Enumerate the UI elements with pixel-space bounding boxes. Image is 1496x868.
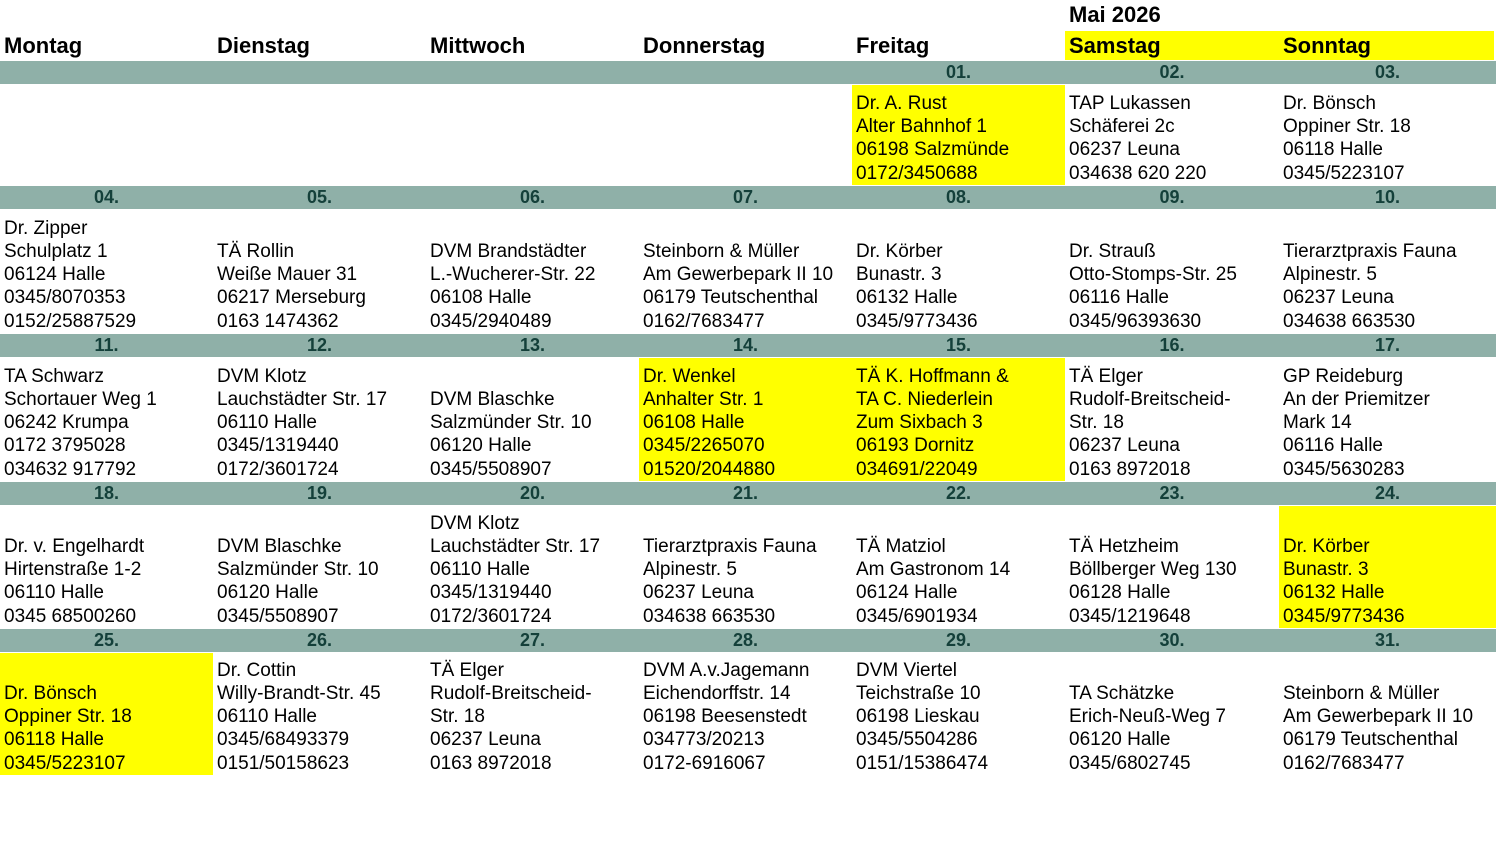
- duty-line: Alpinestr. 5: [1283, 264, 1377, 286]
- duty-line: DVM Klotz: [430, 512, 520, 534]
- duty-line: 0345/5223107: [4, 752, 126, 774]
- duty-line: Dr. Bönsch: [1283, 92, 1376, 114]
- duty-line: 06110 Halle: [217, 706, 318, 728]
- duty-line: Dr. Zipper: [4, 217, 88, 239]
- duty-line: Tierarztpraxis Fauna: [643, 535, 817, 557]
- duty-line: Zum Sixbach 3: [856, 412, 983, 434]
- date-number: 29.: [945, 630, 972, 650]
- duty-line: 0345/2265070: [643, 435, 765, 457]
- duty-line: 0345/5630283: [1283, 458, 1405, 480]
- duty-line: Salzmünder Str. 10: [217, 559, 379, 581]
- duty-line: 0152/25887529: [4, 310, 137, 332]
- date-number: 22.: [945, 483, 972, 503]
- duty-line: 0345/5508907: [217, 605, 339, 627]
- date-number-row: [0, 482, 1496, 505]
- duty-line: Dr. Cottin: [217, 659, 297, 681]
- duty-line: TÄ K. Hoffmann &: [856, 365, 1009, 387]
- duty-cell: [1065, 358, 1279, 481]
- duty-line: 06237 Leuna: [1283, 287, 1394, 309]
- duty-cell: [426, 506, 639, 628]
- duty-line: DVM Klotz: [217, 365, 307, 387]
- duty-cell: [426, 210, 639, 333]
- duty-line: Hirtenstraße 1-2: [4, 559, 142, 581]
- duty-line: DVM Brandstädter: [430, 240, 587, 262]
- duty-line: DVM Viertel: [856, 659, 958, 681]
- duty-line: 06110 Halle: [4, 582, 105, 604]
- duty-cell: [1065, 653, 1279, 775]
- duty-cell: [639, 506, 852, 628]
- duty-line: 06179 Teutschenthal: [643, 287, 819, 309]
- date-number: 27.: [519, 630, 546, 650]
- duty-cell: [852, 210, 1065, 333]
- duty-line: 0345/5504286: [856, 729, 978, 751]
- duty-line: 0345/1319440: [217, 435, 339, 457]
- duty-line: 0163 8972018: [1069, 458, 1191, 480]
- weekday-header: Samstag: [1065, 31, 1279, 60]
- date-number: 02.: [1159, 62, 1185, 82]
- date-number: 19.: [306, 483, 333, 503]
- duty-line: 0345/5508907: [430, 458, 552, 480]
- duty-line: Dr. v. Engelhardt: [4, 535, 145, 557]
- duty-line: 034691/22049: [856, 458, 978, 480]
- duty-line: 034638 620 220: [1069, 162, 1207, 184]
- date-number: 28.: [732, 630, 759, 650]
- duty-line: DVM Blaschke: [217, 535, 342, 557]
- date-number: 10.: [1374, 187, 1401, 207]
- duty-cell: [0, 210, 213, 333]
- duty-line: TA C. Niederlein: [856, 388, 993, 410]
- duty-cell: [639, 358, 852, 481]
- duty-line: Erich-Neuß-Weg 7: [1069, 706, 1226, 728]
- duty-line: 0345/68493379: [217, 729, 350, 751]
- duty-line: Weiße Mauer 31: [217, 264, 358, 286]
- weekday-header: Freitag: [856, 33, 930, 58]
- weekday-header: Sonntag: [1279, 31, 1494, 60]
- duty-line: Lauchstädter Str. 17: [217, 388, 388, 410]
- duty-line: Salzmünder Str. 10: [430, 412, 592, 434]
- duty-line: 06198 Beesenstedt: [643, 706, 807, 728]
- duty-line: 06116 Halle: [1283, 435, 1384, 457]
- duty-line: 06217 Merseburg: [217, 287, 366, 309]
- duty-line: Alter Bahnhof 1: [856, 116, 987, 138]
- duty-line: 0172/3601724: [430, 605, 552, 627]
- duty-line: An der Priemitzer: [1283, 388, 1430, 410]
- duty-line: 06108 Halle: [643, 412, 745, 434]
- duty-line: TÄ Matziol: [856, 535, 946, 557]
- duty-line: DVM A.v.Jagemann: [643, 659, 810, 681]
- duty-line: TÄ Rollin: [217, 240, 295, 262]
- duty-line: Rudolf-Breitscheid-: [430, 682, 592, 704]
- duty-line: 0345/2940489: [430, 310, 552, 332]
- duty-line: 06118 Halle: [4, 729, 105, 751]
- duty-line: 06237 Leuna: [1069, 435, 1180, 457]
- duty-line: 0345 68500260: [4, 605, 137, 627]
- duty-line: 034638 663530: [643, 605, 776, 627]
- weekday-header: Mittwoch: [430, 33, 526, 58]
- duty-line: 0162/7683477: [643, 310, 765, 332]
- duty-line: Am Gastronom 14: [856, 559, 1011, 581]
- duty-line: L.-Wucherer-Str. 22: [430, 264, 596, 286]
- duty-line: Str. 18: [430, 706, 485, 728]
- duty-line: 06237 Leuna: [643, 582, 754, 604]
- weekday-header: Donnerstag: [643, 33, 766, 58]
- duty-line: Dr. Bönsch: [4, 682, 97, 704]
- duty-line: 034773/20213: [643, 729, 765, 751]
- duty-line: Rudolf-Breitscheid-: [1069, 388, 1231, 410]
- duty-cell: [852, 506, 1065, 628]
- duty-cell: [0, 506, 213, 628]
- duty-line: 06237 Leuna: [1069, 139, 1180, 161]
- duty-line: 0163 8972018: [430, 752, 552, 774]
- date-number: 24.: [1374, 483, 1401, 503]
- duty-line: 06242 Krumpa: [4, 412, 129, 434]
- duty-cell: [1279, 85, 1496, 185]
- duty-cell: [426, 358, 639, 481]
- date-number: 14.: [732, 335, 759, 355]
- duty-line: Dr. Körber: [1283, 535, 1370, 557]
- date-number-row: [0, 186, 1496, 209]
- duty-cell: [0, 358, 213, 481]
- duty-line: 06193 Dornitz: [856, 435, 975, 457]
- duty-cell: [1065, 210, 1279, 333]
- duty-line: 06179 Teutschenthal: [1283, 729, 1459, 751]
- duty-line: 0345/9773436: [1283, 605, 1405, 627]
- duty-line: Str. 18: [1069, 412, 1124, 434]
- duty-line: 0172/3601724: [217, 458, 339, 480]
- duty-line: DVM Blaschke: [430, 388, 555, 410]
- duty-line: 0172-6916067: [643, 752, 766, 774]
- duty-line: TA Schätzke: [1069, 682, 1175, 704]
- date-number: 21.: [732, 483, 759, 503]
- date-number: 09.: [1159, 187, 1185, 207]
- duty-line: TÄ Hetzheim: [1069, 535, 1179, 557]
- date-number: 13.: [519, 335, 546, 355]
- date-number: 30.: [1159, 630, 1185, 650]
- duty-line: 06132 Halle: [1283, 582, 1385, 604]
- duty-cell: [852, 85, 1065, 185]
- duty-line: 0151/15386474: [856, 752, 989, 774]
- duty-line: Teichstraße 10: [856, 682, 981, 704]
- duty-line: Tierarztpraxis Fauna: [1283, 240, 1457, 262]
- duty-line: Dr. Körber: [856, 240, 943, 262]
- month-title: Mai 2026: [1069, 2, 1161, 27]
- duty-line: 0151/50158623: [217, 752, 350, 774]
- duty-line: 06132 Halle: [856, 287, 958, 309]
- duty-line: Dr. Wenkel: [643, 365, 736, 387]
- date-number: 08.: [945, 187, 972, 207]
- duty-cell: [213, 358, 426, 481]
- duty-line: TA Schwarz: [4, 365, 104, 387]
- duty-cell: [213, 210, 426, 333]
- duty-line: 06237 Leuna: [430, 729, 541, 751]
- duty-line: 06198 Salzmünde: [856, 139, 1010, 161]
- duty-line: 06118 Halle: [1283, 139, 1384, 161]
- duty-line: 06108 Halle: [430, 287, 532, 309]
- duty-line: Eichendorffstr. 14: [643, 682, 791, 704]
- date-number: 12.: [306, 335, 333, 355]
- duty-line: 034632 917792: [4, 458, 137, 480]
- duty-line: Willy-Brandt-Str. 45: [217, 682, 381, 704]
- duty-line: 06120 Halle: [430, 435, 532, 457]
- duty-line: Anhalter Str. 1: [643, 388, 764, 410]
- duty-line: 0345/9773436: [856, 310, 978, 332]
- duty-line: 0162/7683477: [1283, 752, 1405, 774]
- date-number: 26.: [306, 630, 333, 650]
- duty-line: Steinborn & Müller: [643, 240, 800, 262]
- date-number: 06.: [519, 187, 546, 207]
- duty-cell: [426, 653, 639, 775]
- duty-line: Oppiner Str. 18: [4, 706, 132, 728]
- duty-line: Dr. Strauß: [1069, 240, 1156, 262]
- date-number: 23.: [1159, 483, 1185, 503]
- duty-line: Schortauer Weg 1: [4, 388, 157, 410]
- duty-line: Bunastr. 3: [1283, 559, 1369, 581]
- duty-line: Dr. A. Rust: [856, 92, 947, 114]
- duty-line: 0163 1474362: [217, 310, 339, 332]
- duty-cell: [1065, 85, 1279, 185]
- duty-line: Am Gewerbepark II 10: [643, 264, 834, 286]
- date-number: 20.: [519, 483, 546, 503]
- duty-cell: [213, 653, 426, 775]
- date-number: 18.: [93, 483, 120, 503]
- date-number-row: [0, 334, 1496, 357]
- date-number: 15.: [945, 335, 972, 355]
- date-number: 17.: [1374, 335, 1401, 355]
- duty-line: Steinborn & Müller: [1283, 682, 1440, 704]
- duty-line: 0345/6802745: [1069, 752, 1191, 774]
- duty-cell: [1279, 653, 1496, 775]
- duty-line: 0172/3450688: [856, 162, 978, 184]
- duty-line: 06120 Halle: [217, 582, 319, 604]
- duty-cell: [213, 506, 426, 628]
- duty-line: Lauchstädter Str. 17: [430, 535, 601, 557]
- date-number: 25.: [93, 630, 120, 650]
- duty-line: 06110 Halle: [217, 412, 318, 434]
- date-number: 31.: [1374, 630, 1401, 650]
- duty-line: 0345/96393630: [1069, 310, 1202, 332]
- duty-line: 06110 Halle: [430, 559, 531, 581]
- duty-line: Böllberger Weg 130: [1069, 559, 1237, 581]
- duty-line: Oppiner Str. 18: [1283, 116, 1411, 138]
- date-number: 07.: [732, 187, 759, 207]
- duty-line: 034638 663530: [1283, 310, 1416, 332]
- duty-cell: [1279, 358, 1496, 481]
- duty-line: Alpinestr. 5: [643, 559, 737, 581]
- duty-line: 06120 Halle: [1069, 729, 1171, 751]
- duty-line: 06198 Lieskau: [856, 706, 980, 728]
- duty-line: Schulplatz 1: [4, 240, 108, 262]
- duty-line: 06128 Halle: [1069, 582, 1171, 604]
- date-number: 16.: [1159, 335, 1185, 355]
- date-number: 04.: [93, 187, 120, 207]
- duty-line: TAP Lukassen: [1069, 92, 1191, 114]
- duty-cell: [0, 653, 213, 775]
- duty-line: GP Reideburg: [1283, 365, 1404, 387]
- duty-cell: [639, 653, 852, 775]
- duty-line: 0172 3795028: [4, 435, 126, 457]
- date-number: 01.: [945, 62, 972, 82]
- duty-line: 0345/8070353: [4, 287, 126, 309]
- duty-line: 0345/1319440: [430, 582, 552, 604]
- duty-line: Bunastr. 3: [856, 264, 942, 286]
- duty-cell: [852, 358, 1065, 481]
- duty-line: Mark 14: [1283, 412, 1352, 434]
- weekday-header: Montag: [4, 33, 83, 58]
- date-number-row: [0, 629, 1496, 652]
- duty-line: Schäferei 2c: [1069, 116, 1175, 138]
- weekday-header: Dienstag: [217, 33, 310, 58]
- duty-line: 06124 Halle: [856, 582, 958, 604]
- date-number: 11.: [94, 335, 119, 355]
- duty-line: 06116 Halle: [1069, 287, 1170, 309]
- duty-line: Otto-Stomps-Str. 25: [1069, 264, 1237, 286]
- duty-line: 01520/2044880: [643, 458, 776, 480]
- duty-line: 0345/5223107: [1283, 162, 1405, 184]
- duty-cell: [1065, 506, 1279, 628]
- duty-line: 06124 Halle: [4, 264, 106, 286]
- date-number: 05.: [306, 187, 333, 207]
- duty-cell: [639, 210, 852, 333]
- date-number-row: [0, 61, 1496, 84]
- duty-line: Am Gewerbepark II 10: [1283, 706, 1474, 728]
- duty-line: 0345/1219648: [1069, 605, 1191, 627]
- date-number: 03.: [1374, 62, 1401, 82]
- duty-line: TÄ Elger: [430, 659, 504, 681]
- duty-cell: [852, 653, 1065, 775]
- duty-cell: [1279, 506, 1496, 628]
- duty-line: TÄ Elger: [1069, 365, 1143, 387]
- duty-line: 0345/6901934: [856, 605, 978, 627]
- duty-cell: [1279, 210, 1496, 333]
